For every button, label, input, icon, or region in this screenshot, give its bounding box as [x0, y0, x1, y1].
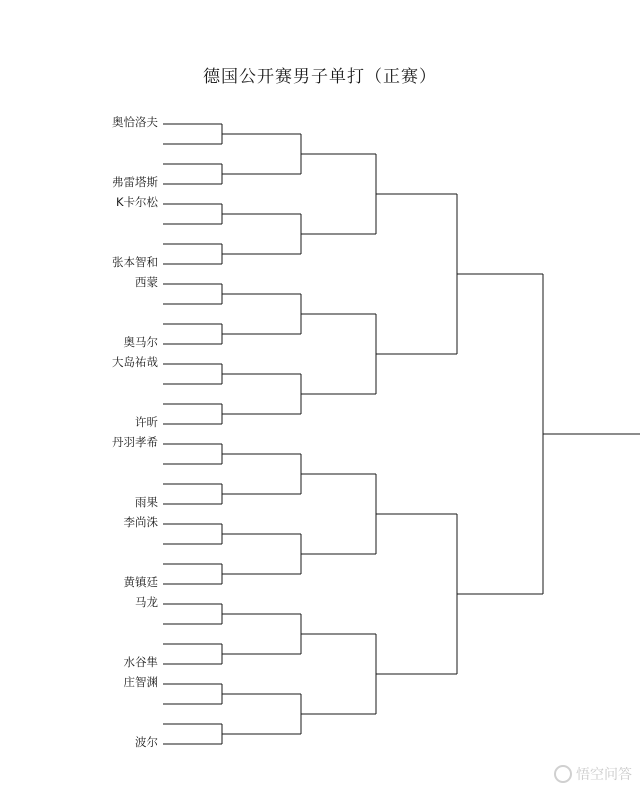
player-name: K卡尔松: [115, 195, 158, 209]
player-name: 大岛祐哉: [112, 355, 158, 369]
player-name: 波尔: [135, 735, 158, 749]
player-name: 庄智渊: [123, 675, 158, 689]
watermark-text: 悟空问答: [576, 767, 632, 783]
watermark: [554, 764, 632, 784]
player-name: 李尚洙: [123, 515, 158, 529]
player-name: 黄镇廷: [123, 575, 158, 589]
player-name: 水谷隼: [123, 655, 158, 669]
page-title: 德国公开赛男子单打（正赛）: [203, 67, 437, 87]
player-name: 张本智和: [112, 255, 158, 269]
player-name: 弗雷塔斯: [112, 175, 158, 189]
player-name: 西蒙: [135, 275, 158, 289]
player-name: 雨果: [135, 495, 158, 509]
player-name: 奥马尔: [123, 335, 158, 349]
player-name: 许昕: [135, 415, 158, 429]
watermark-logo-icon: [554, 765, 572, 783]
player-name: 奥恰洛夫: [112, 115, 158, 129]
player-name: 马龙: [135, 595, 158, 609]
player-name: 丹羽孝希: [112, 435, 158, 449]
